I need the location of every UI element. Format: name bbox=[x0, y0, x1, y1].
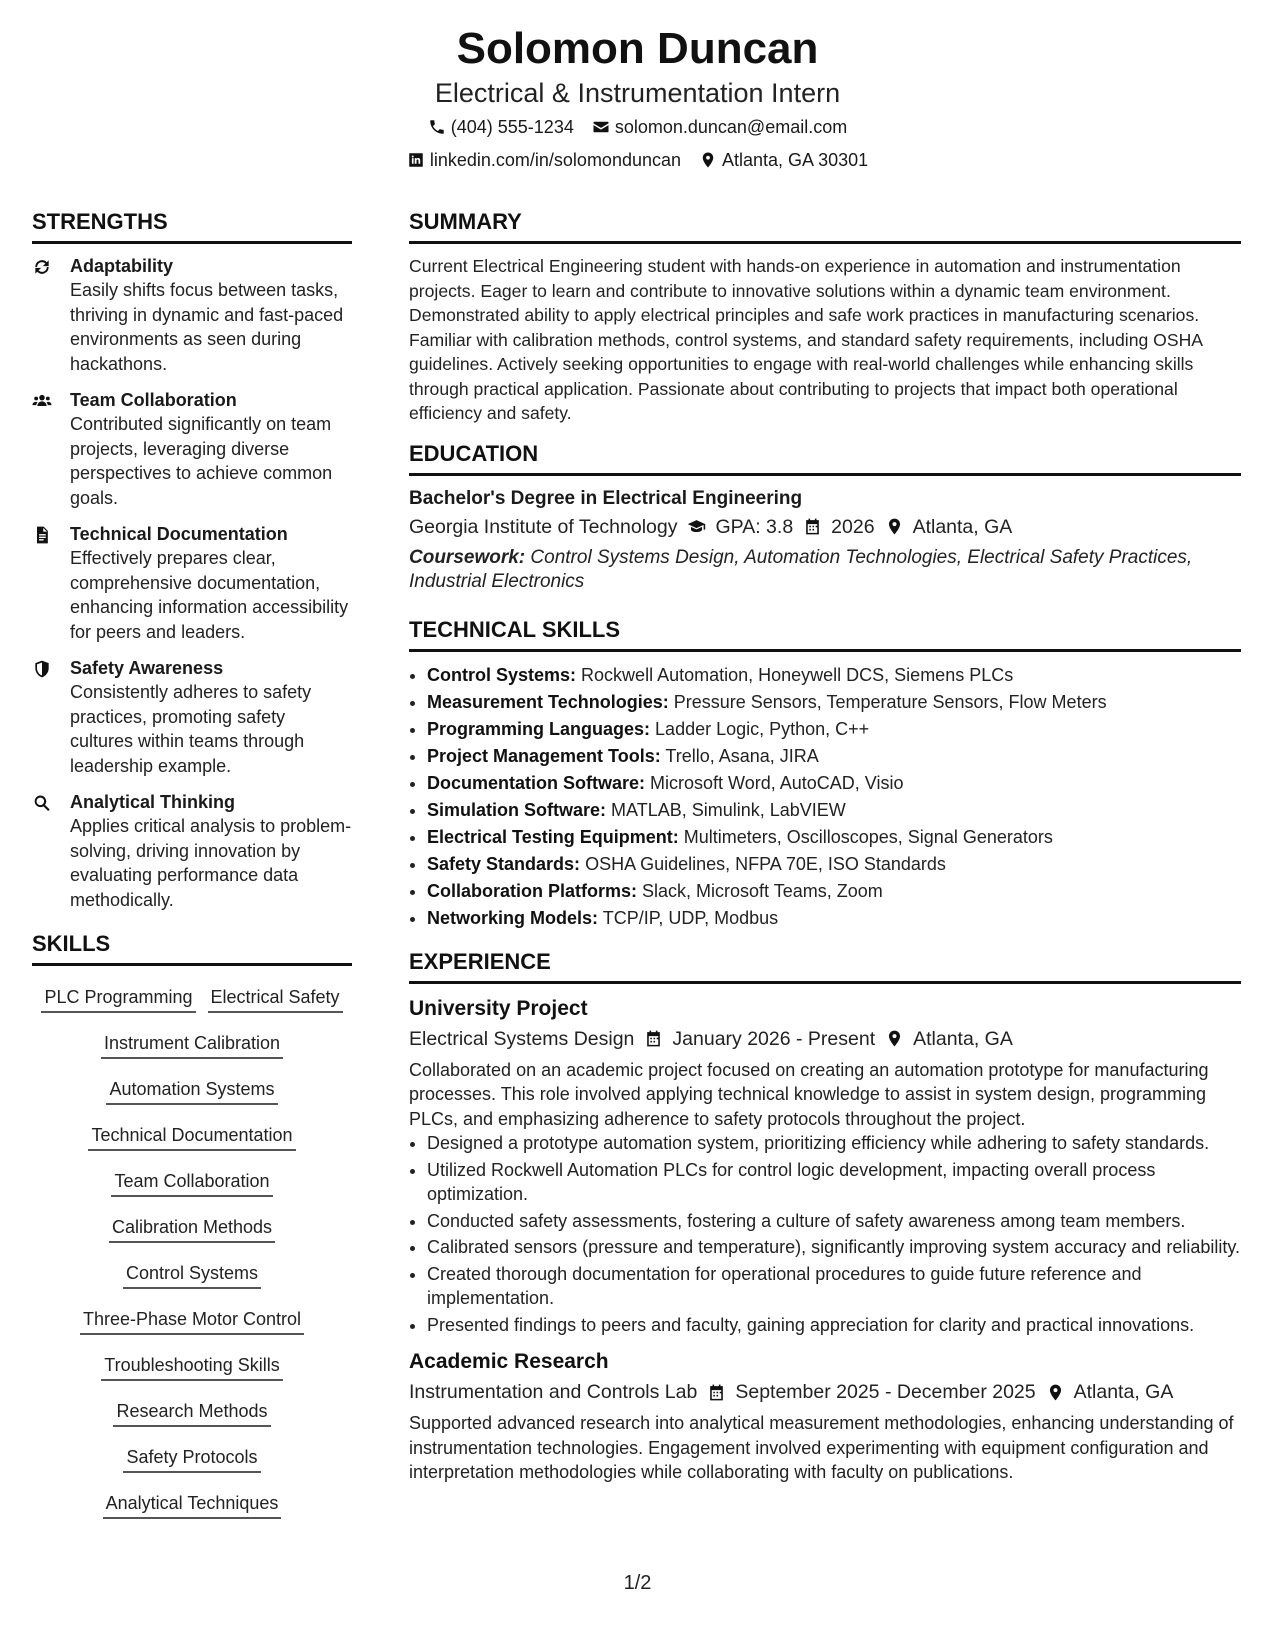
page-number: 1/2 bbox=[623, 1572, 652, 1594]
coursework bbox=[409, 546, 1241, 594]
gpa-item bbox=[687, 512, 793, 542]
list-item: • Utilized Rockwell Automation PLCs for control logic development, impacting overall process optimization. bbox=[427, 1158, 1241, 1207]
experience-location: Atlanta, GA bbox=[913, 1027, 1013, 1050]
skill-tag: Electrical Safety bbox=[208, 985, 343, 1013]
skill-values: Ladder Logic, Python, C++ bbox=[655, 718, 870, 739]
experience-entry bbox=[409, 994, 1241, 1338]
strength-title: Technical Documentation bbox=[70, 524, 288, 544]
graduation-year: 2026 bbox=[831, 515, 875, 538]
strength-description: Effectively prepares clear, comprehensive documentation, enhancing information accessibility for peers and leaders. bbox=[70, 548, 349, 642]
edu-location-item bbox=[885, 512, 1013, 542]
gpa-value: GPA: 3.8 bbox=[715, 515, 794, 538]
experience-title: Academic Research bbox=[409, 1350, 609, 1373]
skill-values: Rockwell Automation, Honeywell DCS, Siemens PLCs bbox=[581, 664, 1014, 685]
skill-tag: Instrument Calibration bbox=[101, 1031, 283, 1059]
experience-org: Instrumentation and Controls Lab bbox=[409, 1381, 698, 1403]
calendar-icon bbox=[707, 1383, 726, 1402]
skill-values: Microsoft Word, AutoCAD, Visio bbox=[650, 772, 904, 793]
skill-tag: Technical Documentation bbox=[88, 1123, 295, 1151]
list-item bbox=[427, 770, 1241, 797]
skill-values: Pressure Sensors, Temperature Sensors, Flow Meters bbox=[673, 691, 1107, 712]
calendar-icon bbox=[644, 1029, 663, 1048]
calendar-icon bbox=[803, 517, 822, 536]
degree-title: Bachelor's Degree in Electrical Engineering bbox=[409, 487, 803, 509]
experience-description: Supported advanced research into analytical measurement methodologies, enhancing understanding of instrumentation technologies. Engagement involved experimenting with equipment configuration and interpretation methodologies while collaborating with faculty on publications. bbox=[409, 1413, 1234, 1482]
list-item: • Calibrated sensors (pressure and temperature), significantly improving system accuracy and reliability. bbox=[427, 1235, 1241, 1260]
skill-category: Simulation Software: bbox=[427, 799, 607, 820]
strength-description: Applies critical analysis to problem-solving, driving innovation by evaluating performance data methodically. bbox=[70, 816, 352, 910]
email-contact[interactable] bbox=[592, 111, 847, 143]
list-item bbox=[427, 878, 1241, 905]
education-heading: EDUCATION bbox=[409, 440, 1241, 476]
skills-heading: SKILLS bbox=[32, 930, 352, 966]
experience-heading: EXPERIENCE bbox=[409, 948, 1241, 984]
skill-tag: Control Systems bbox=[123, 1261, 261, 1289]
skill-tag: Troubleshooting Skills bbox=[101, 1353, 282, 1381]
strengths-heading: STRENGTHS bbox=[32, 208, 352, 244]
year-item bbox=[803, 512, 874, 542]
experience-description: Collaborated on an academic project focused on creating an automation prototype for manufacturing processes. This role involved applying technical knowledge to assist in system design, programming PLCs, and emphasizing adherence to safety protocols throughout the project. bbox=[409, 1059, 1209, 1129]
list-item bbox=[427, 716, 1241, 743]
strength-title: Team Collaboration bbox=[70, 390, 237, 410]
strength-item bbox=[32, 388, 352, 510]
skill-tag: Analytical Techniques bbox=[103, 1491, 282, 1519]
list-item bbox=[427, 797, 1241, 824]
strength-title: Adaptability bbox=[70, 256, 174, 276]
dates-item bbox=[707, 1377, 1035, 1407]
skill-tag: Calibration Methods bbox=[109, 1215, 275, 1243]
left-column bbox=[32, 208, 352, 1528]
candidate-role: Electrical & Instrumentation Intern bbox=[434, 78, 841, 108]
skill-category: Safety Standards: bbox=[427, 853, 581, 874]
experience-location: Atlanta, GA bbox=[1073, 1381, 1174, 1403]
phone-number: (404) 555-1234 bbox=[450, 117, 574, 137]
email-address[interactable]: solomon.duncan@email.com bbox=[614, 117, 848, 137]
list-item bbox=[427, 743, 1241, 770]
experience-meta bbox=[409, 1377, 1241, 1407]
strength-title: Analytical Thinking bbox=[70, 792, 236, 812]
strength-description: Contributed significantly on team projects, leveraging diverse perspectives to achieve common goals. bbox=[70, 414, 333, 508]
skill-values: Slack, Microsoft Teams, Zoom bbox=[642, 880, 883, 901]
coursework-label: Coursework: bbox=[409, 546, 526, 568]
linkedin-url[interactable]: linkedin.com/in/solomonduncan bbox=[429, 150, 682, 170]
envelope-icon bbox=[592, 118, 610, 136]
map-pin-icon bbox=[885, 517, 904, 536]
skill-values: OSHA Guidelines, NFPA 70E, ISO Standards bbox=[585, 853, 946, 874]
skill-values: MATLAB, Simulink, LabVIEW bbox=[611, 799, 846, 820]
map-pin-icon bbox=[885, 1029, 904, 1048]
strength-item bbox=[32, 656, 352, 778]
resume-header bbox=[0, 22, 1275, 176]
location-text: Atlanta, GA 30301 bbox=[722, 150, 869, 170]
strength-item bbox=[32, 254, 352, 376]
education-meta bbox=[409, 512, 1241, 542]
map-pin-icon bbox=[1046, 1383, 1065, 1402]
skill-tag: PLC Programming bbox=[41, 985, 195, 1013]
search-icon bbox=[32, 793, 52, 813]
experience-entry bbox=[409, 1347, 1241, 1485]
strength-title: Safety Awareness bbox=[70, 658, 224, 678]
list-item: • Designed a prototype automation system, prioritizing efficiency while adhering to safety standards. bbox=[427, 1131, 1241, 1156]
education-location: Atlanta, GA bbox=[912, 515, 1013, 538]
candidate-name: Solomon Duncan bbox=[456, 24, 819, 73]
dates-item bbox=[644, 1024, 875, 1054]
list-item: • Presented findings to peers and faculty, gaining appreciation for clarity and practical innovations. bbox=[427, 1313, 1241, 1338]
strength-description: Consistently adheres to safety practices, promoting safety cultures within teams through leadership example. bbox=[70, 682, 312, 776]
skills-list bbox=[32, 976, 352, 1528]
skill-values: Multimeters, Oscilloscopes, Signal Generators bbox=[683, 826, 1053, 847]
linkedin-contact[interactable] bbox=[407, 144, 681, 176]
list-item: • Conducted safety assessments, fostering a culture of safety awareness among team members. bbox=[427, 1209, 1241, 1234]
location-contact bbox=[699, 144, 868, 176]
contact-row-2 bbox=[0, 144, 1275, 176]
experience-title: University Project bbox=[409, 996, 588, 1020]
skill-category: Measurement Technologies: bbox=[427, 691, 669, 712]
users-icon bbox=[32, 391, 52, 411]
skill-tag: Three-Phase Motor Control bbox=[80, 1307, 304, 1335]
experience-bullets bbox=[409, 1131, 1241, 1337]
technical-skills-list bbox=[409, 662, 1241, 932]
list-item bbox=[427, 824, 1241, 851]
right-column bbox=[409, 208, 1241, 1485]
location-item bbox=[1046, 1377, 1174, 1407]
skill-values: TCP/IP, UDP, Modbus bbox=[602, 907, 779, 928]
phone-contact bbox=[428, 111, 574, 143]
strength-item bbox=[32, 522, 352, 644]
location-item bbox=[885, 1024, 1013, 1054]
skill-category: Electrical Testing Equipment: bbox=[427, 826, 679, 847]
document-icon bbox=[32, 525, 52, 545]
experience-dates: September 2025 - December 2025 bbox=[735, 1381, 1036, 1403]
list-item bbox=[427, 905, 1241, 932]
skill-category: Collaboration Platforms: bbox=[427, 880, 638, 901]
list-item: • Created thorough documentation for operational procedures to guide future reference and implementation. bbox=[427, 1262, 1241, 1311]
strength-item bbox=[32, 790, 352, 912]
coursework-list: Control Systems Design, Automation Technologies, Electrical Safety Practices, Industrial Electronics bbox=[409, 546, 1193, 592]
phone-icon bbox=[428, 118, 446, 136]
summary-text: Current Electrical Engineering student with hands-on experience in automation and instrumentation projects. Eager to learn and contribute to innovative solutions within a dynamic team environment. Demonstrated ability to apply electrical principles and safe work practices in manufacturing scenarios. Familiar with calibration methods, control systems, and standard safety requirements, including OSHA guidelines. Actively seeking opportunities to engage with real-world challenges while enhancing skills through practical application. Passionate about contributing to projects that impact both operational efficiency and safety. bbox=[409, 256, 1203, 423]
skill-tag: Research Methods bbox=[113, 1399, 270, 1427]
skill-category: Networking Models: bbox=[427, 907, 599, 928]
contact-row-1 bbox=[0, 111, 1275, 143]
school-name: Georgia Institute of Technology bbox=[409, 515, 678, 538]
technical-skills-heading: TECHNICAL SKILLS bbox=[409, 616, 1241, 652]
summary-heading: SUMMARY bbox=[409, 208, 1241, 244]
skill-tag: Automation Systems bbox=[106, 1077, 277, 1105]
skill-category: Programming Languages: bbox=[427, 718, 651, 739]
skill-values: Trello, Asana, JIRA bbox=[665, 745, 819, 766]
refresh-icon bbox=[32, 257, 52, 277]
experience-org: Electrical Systems Design bbox=[409, 1027, 635, 1050]
skill-category: Documentation Software: bbox=[427, 772, 646, 793]
strength-description: Easily shifts focus between tasks, thriving in dynamic and fast-paced environments as seen during hackathons. bbox=[70, 280, 344, 374]
skill-tag: Team Collaboration bbox=[111, 1169, 272, 1197]
skill-category: Project Management Tools: bbox=[427, 745, 661, 766]
list-item bbox=[427, 662, 1241, 689]
list-item bbox=[427, 851, 1241, 878]
experience-meta bbox=[409, 1024, 1241, 1054]
skill-tag: Safety Protocols bbox=[123, 1445, 260, 1473]
linkedin-icon bbox=[407, 151, 425, 169]
list-item bbox=[427, 689, 1241, 716]
skill-category: Control Systems: bbox=[427, 664, 577, 685]
shield-icon bbox=[32, 659, 52, 679]
graduation-cap-icon bbox=[687, 517, 706, 536]
experience-dates: January 2026 - Present bbox=[672, 1027, 876, 1050]
map-pin-icon bbox=[699, 151, 717, 169]
